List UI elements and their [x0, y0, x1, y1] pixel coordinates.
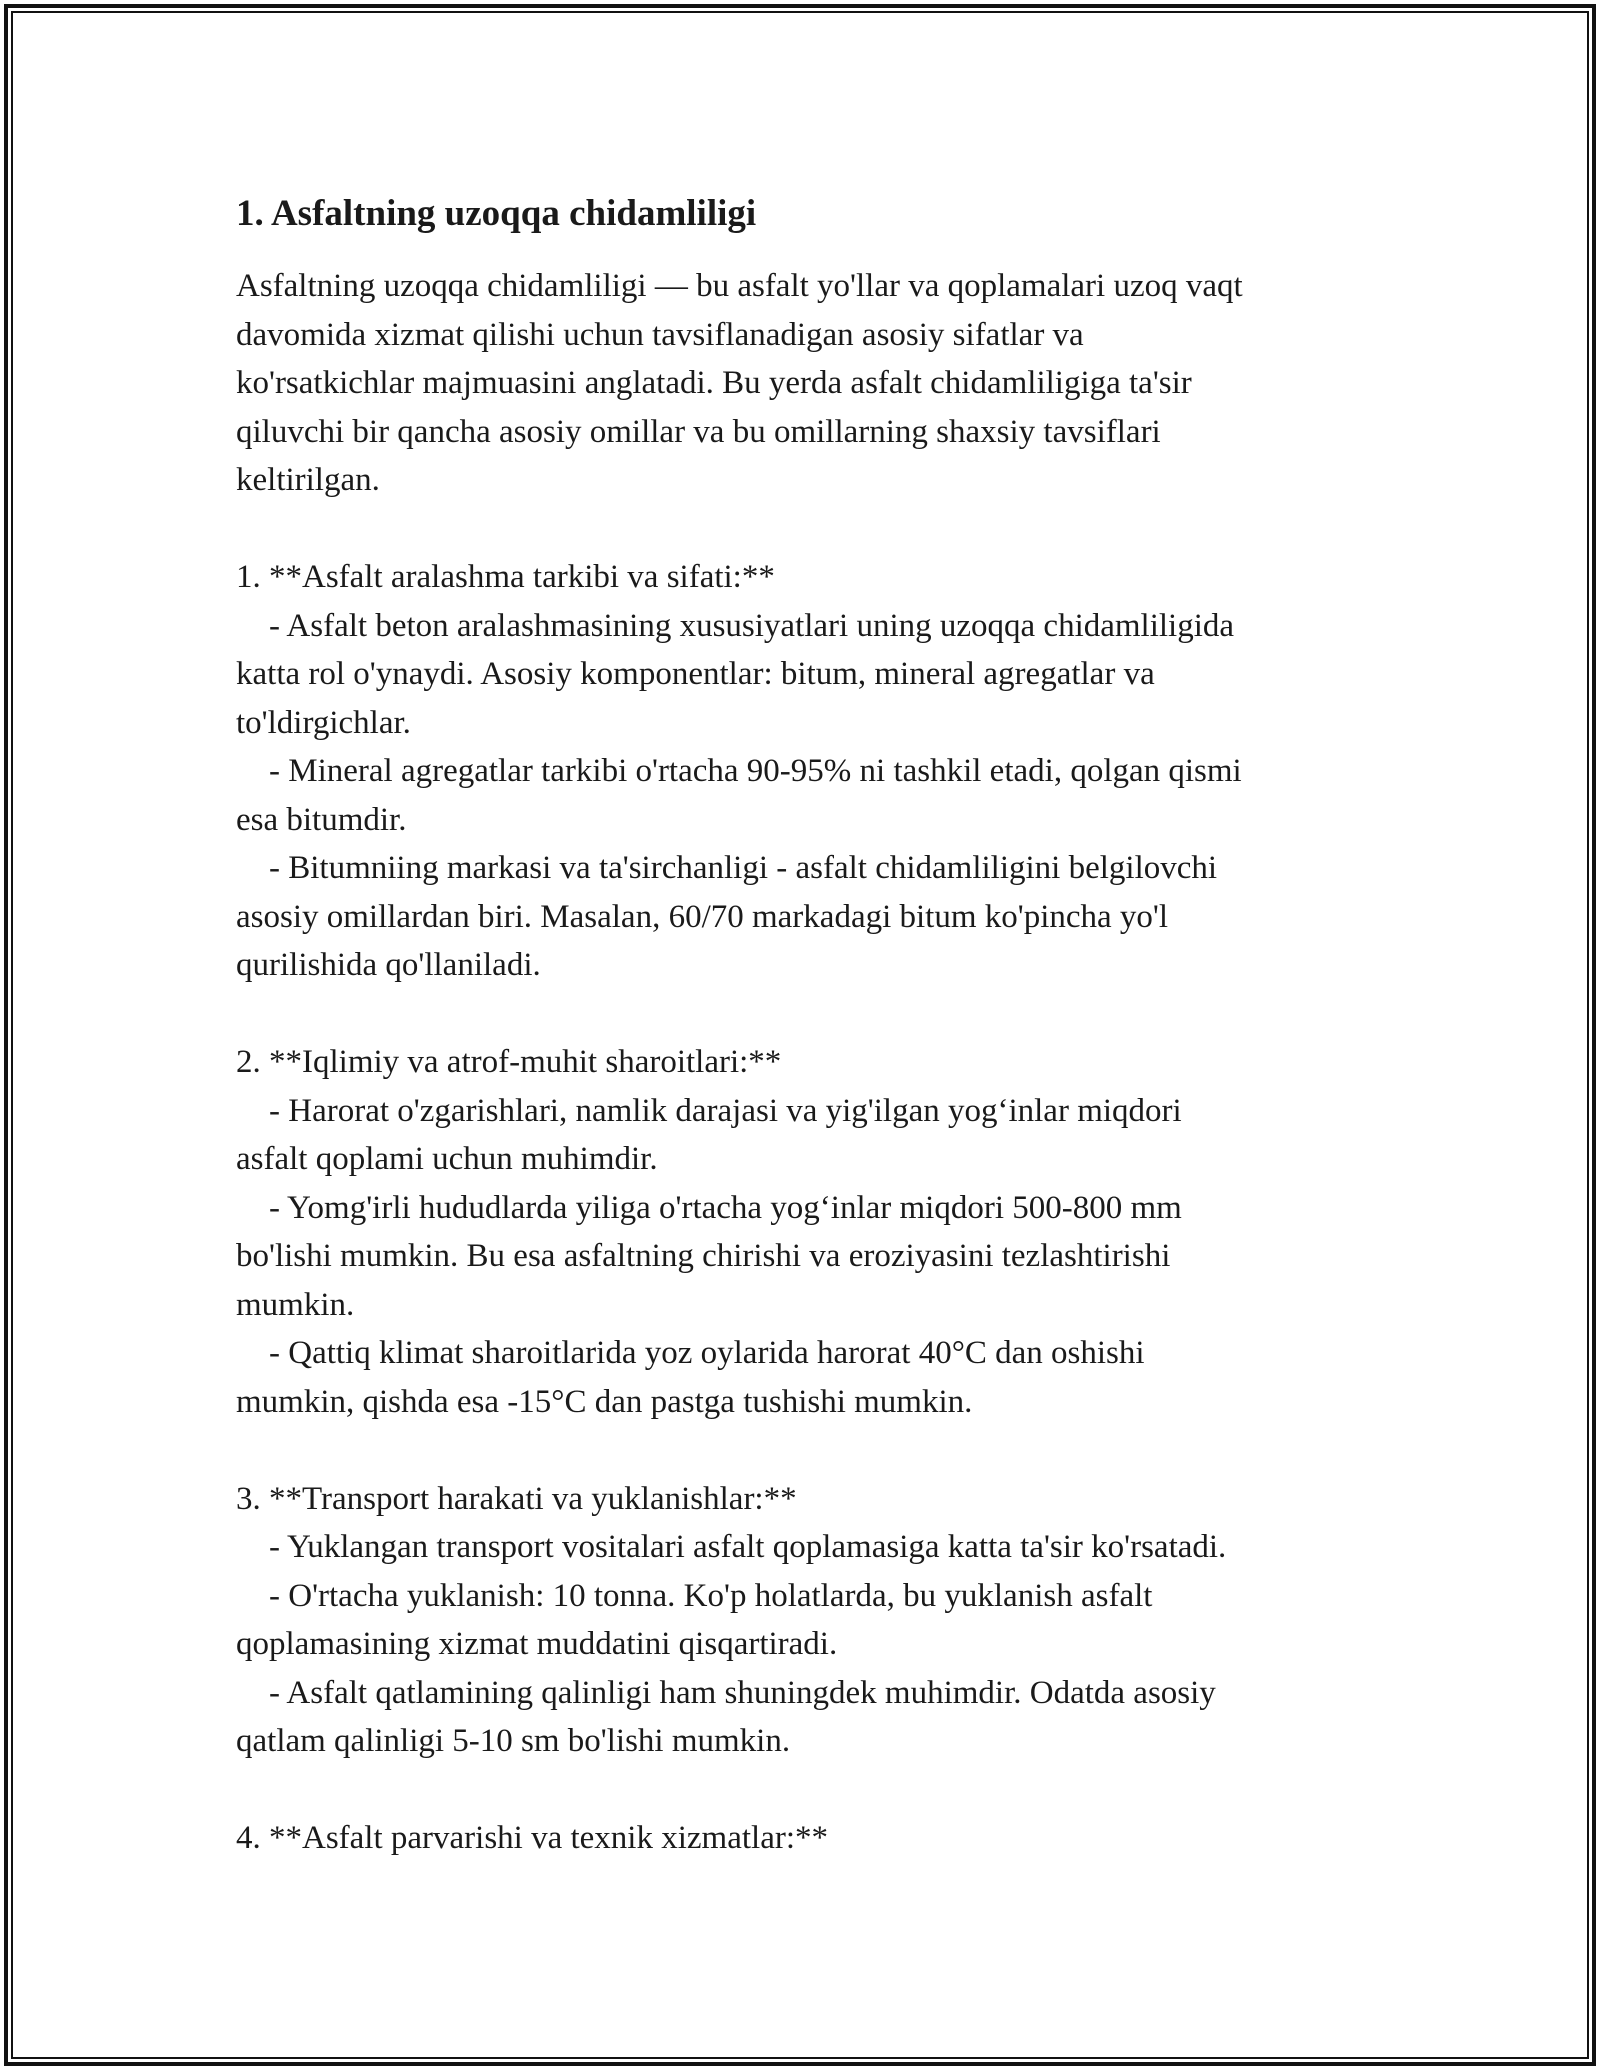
text-line: qurilishida qo'llaniladi.	[236, 947, 541, 983]
text-line: - Qattiq klimat sharoitlarida yoz oylarida harorat 40°C dan oshishi	[236, 1335, 1145, 1371]
text-line: katta rol o'ynaydi. Asosiy komponentlar: bitum, mineral agregatlar va	[236, 656, 1155, 692]
text-line: - Harorat o'zgarishlari, namlik darajasi va yig'ilgan yog‘inlar miqdori	[236, 1092, 1182, 1129]
text-line: - Yuklangan transport vositalari asfalt qoplamasiga katta ta'sir ko'rsatadi.	[236, 1529, 1227, 1565]
text-line: qatlam qalinligi 5-10 sm bo'lishi mumkin.	[236, 1723, 791, 1759]
text-line: bo'lishi mumkin. Bu esa asfaltning chirishi va eroziyasini tezlashtirishi	[236, 1238, 1171, 1274]
document-title: 1. Asfaltning uzoqqa chidamliligi	[236, 193, 757, 234]
document-body	[236, 188, 1386, 1863]
text-line: - O'rtacha yuklanish: 10 tonna. Ko'p holatlarda, bu yuklanish asfalt	[236, 1577, 1153, 1614]
text-line: qoplamasining xizmat muddatini qisqartiradi.	[236, 1626, 838, 1662]
text-line: mumkin.	[236, 1286, 355, 1323]
paragraph-gap	[236, 1766, 1386, 1815]
text-line: 2. **Iqlimiy va atrof-muhit sharoitlari:**	[236, 1044, 782, 1080]
text-line: - Yomg'irli hududlarda yiliga o'rtacha yog‘inlar miqdori 500-800 mm	[236, 1189, 1182, 1226]
text-line: asfalt qoplami uchun muhimdir.	[236, 1141, 658, 1177]
text-line: mumkin, qishda esa -15°C dan pastga tushishi mumkin.	[236, 1383, 973, 1420]
text-line: - Asfalt beton aralashmasining xususiyatlari uning uzoqqa chidamliligida	[236, 607, 1235, 644]
text-line: - Mineral agregatlar tarkibi o'rtacha 90-95% ni tashkil etadi, qolgan qismi	[236, 753, 1242, 789]
text-line: Asfaltning uzoqqa chidamliligi — bu asfalt yo'llar va qoplamalari uzoq vaqt	[236, 268, 1243, 304]
text-line: qiluvchi bir qancha asosiy omillar va bu omillarning shaxsiy tavsiflari	[236, 413, 1161, 450]
text-line: 4. **Asfalt parvarishi va texnik xizmatlar:**	[236, 1820, 829, 1856]
paragraph-gap	[236, 1426, 1386, 1475]
document-text	[236, 262, 1386, 1863]
text-line: to'ldirgichlar.	[236, 704, 411, 741]
text-line: davomida xizmat qilishi uchun tavsiflanadigan asosiy sifatlar va	[236, 316, 1084, 353]
text-line: keltirilgan.	[236, 462, 380, 498]
text-line: asosiy omillardan biri. Masalan, 60/70 markadagi bitum ko'pincha yo'l	[236, 898, 1169, 935]
text-line: 3. **Transport harakati va yuklanishlar:**	[236, 1480, 797, 1517]
text-line: 1. **Asfalt aralashma tarkibi va sifati:**	[236, 559, 775, 595]
text-line: - Bitumniing markasi va ta'sirchanligi - asfalt chidamliligini belgilovchi	[236, 850, 1218, 886]
text-line: esa bitumdir.	[236, 801, 407, 838]
paragraph-gap	[236, 505, 1386, 554]
text-line: - Asfalt qatlamining qalinligi ham shuningdek muhimdir. Odatda asosiy	[236, 1674, 1216, 1711]
text-line: ko'rsatkichlar majmuasini anglatadi. Bu yerda asfalt chidamliligiga ta'sir	[236, 365, 1192, 401]
paragraph-gap	[236, 990, 1386, 1039]
